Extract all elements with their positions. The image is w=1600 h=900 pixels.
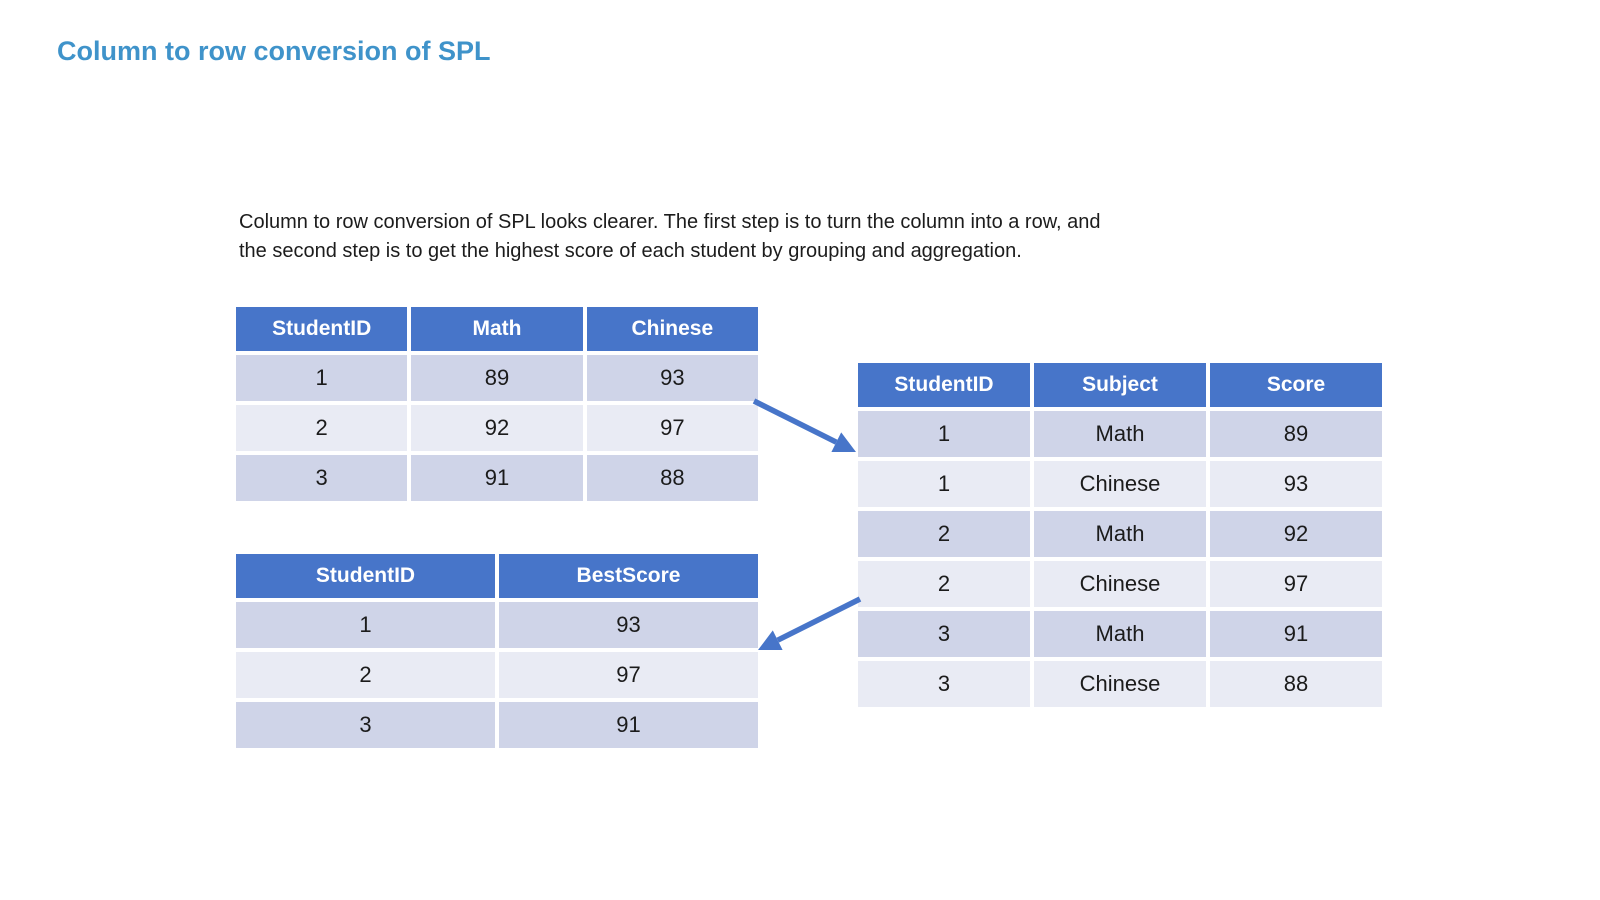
table-cell: 1 <box>858 411 1030 457</box>
table-cell: 93 <box>499 602 758 648</box>
table-cell: 2 <box>236 405 407 451</box>
table-cell: Math <box>1034 511 1206 557</box>
table-cell: Math <box>1034 411 1206 457</box>
table-cell: 88 <box>587 455 758 501</box>
header-cell: BestScore <box>499 554 758 598</box>
table-cell: Chinese <box>1034 561 1206 607</box>
arrow-down-right-icon <box>745 390 865 460</box>
table-cell: 89 <box>411 355 582 401</box>
table-cell: Chinese <box>1034 461 1206 507</box>
description-paragraph <box>239 208 1101 266</box>
header-cell: StudentID <box>236 554 495 598</box>
table-cell: 3 <box>236 702 495 748</box>
table-cell: 97 <box>499 652 758 698</box>
table-cell: 3 <box>858 661 1030 707</box>
unpivoted-scores-table <box>858 363 1382 707</box>
table-cell: 97 <box>587 405 758 451</box>
table-cell: 89 <box>1210 411 1382 457</box>
best-score-table <box>236 554 758 748</box>
table-cell: 93 <box>1210 461 1382 507</box>
table-cell: 91 <box>499 702 758 748</box>
table-cell: 1 <box>236 355 407 401</box>
table-cell: 2 <box>236 652 495 698</box>
header-cell: Math <box>411 307 582 351</box>
header-cell: StudentID <box>858 363 1030 407</box>
table-cell: 91 <box>411 455 582 501</box>
description-line-1: Column to row conversion of SPL looks clearer. The first step is to turn the column into a row, and <box>239 211 1101 233</box>
description-line-2: the second step is to get the highest score of each student by grouping and aggregation. <box>239 240 1022 262</box>
table-cell: 97 <box>1210 561 1382 607</box>
table-cell: 3 <box>236 455 407 501</box>
table-cell: 88 <box>1210 661 1382 707</box>
header-cell: Chinese <box>587 307 758 351</box>
table-cell: 1 <box>858 461 1030 507</box>
table-cell: 2 <box>858 511 1030 557</box>
page-title: Column to row conversion of SPL <box>57 36 491 66</box>
table-cell: 2 <box>858 561 1030 607</box>
header-cell: Score <box>1210 363 1382 407</box>
table-cell: 1 <box>236 602 495 648</box>
header-cell: StudentID <box>236 307 407 351</box>
table-cell: 93 <box>587 355 758 401</box>
table-cell: 91 <box>1210 611 1382 657</box>
table-cell: 92 <box>411 405 582 451</box>
table-cell: Math <box>1034 611 1206 657</box>
header-cell: Subject <box>1034 363 1206 407</box>
table-cell: 3 <box>858 611 1030 657</box>
table-cell: 92 <box>1210 511 1382 557</box>
arrow-down-left-icon <box>750 590 870 660</box>
table-cell: Chinese <box>1034 661 1206 707</box>
source-scores-table <box>236 307 758 501</box>
